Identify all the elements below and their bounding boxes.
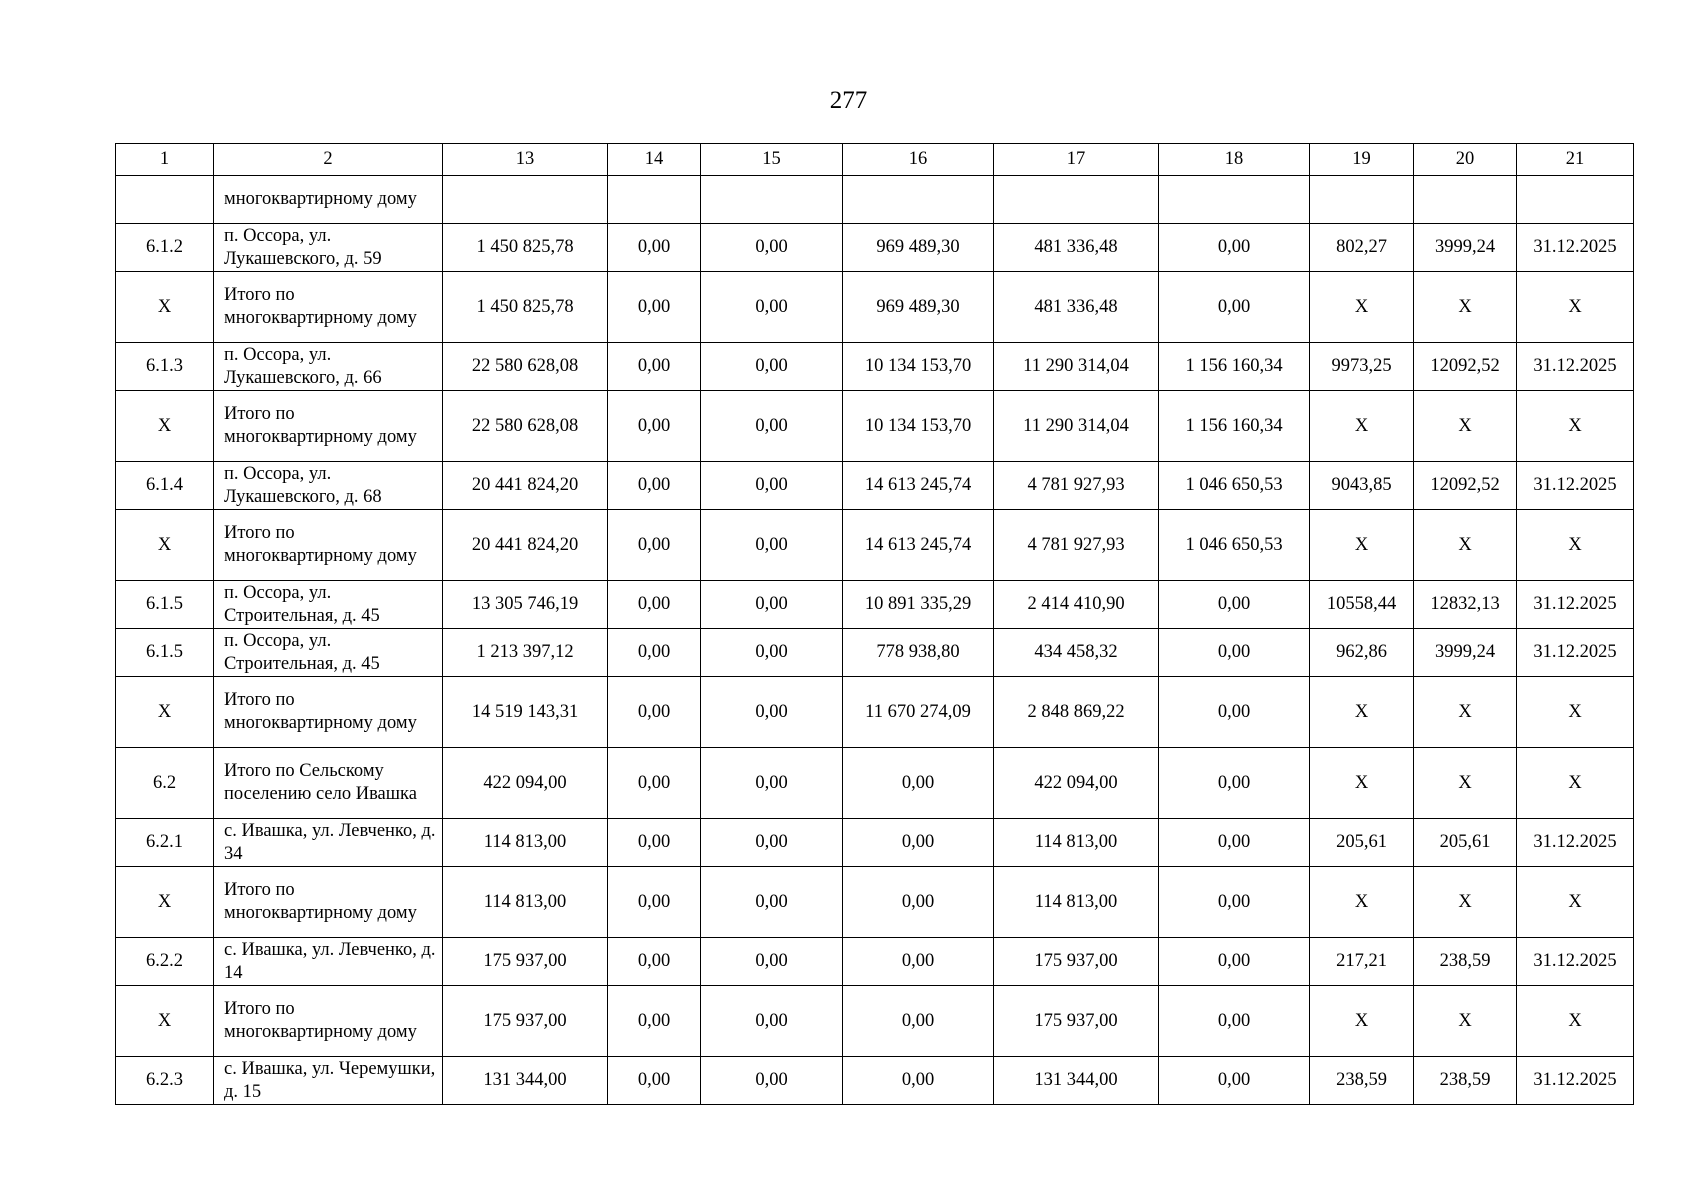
cell-col-13: 1 450 825,78 <box>443 224 608 272</box>
table-header-row <box>116 144 1634 176</box>
header-cell: 15 <box>701 144 843 176</box>
cell-col-13: 175 937,00 <box>443 986 608 1057</box>
cell-col-18: 0,00 <box>1159 581 1310 629</box>
cell-col-20: Х <box>1414 391 1517 462</box>
cell-col-18: 0,00 <box>1159 748 1310 819</box>
cell-col-15: 0,00 <box>701 581 843 629</box>
cell-col-17: 2 848 869,22 <box>994 677 1159 748</box>
cell-col-14: 0,00 <box>608 510 701 581</box>
cell-col-19: 802,27 <box>1310 224 1414 272</box>
cell-col-20: Х <box>1414 677 1517 748</box>
cell-col-17: 481 336,48 <box>994 224 1159 272</box>
table-row <box>116 677 1634 748</box>
cell-number: 6.1.4 <box>116 462 214 510</box>
cell-col-21: Х <box>1517 867 1634 938</box>
header-cell: 20 <box>1414 144 1517 176</box>
cell-address: Итого по многоквартирному дому <box>214 391 443 462</box>
cell-col-19: Х <box>1310 272 1414 343</box>
cell-col-19: Х <box>1310 867 1414 938</box>
cell-col-18: 0,00 <box>1159 819 1310 867</box>
cell-col-19: Х <box>1310 986 1414 1057</box>
cell-col-20 <box>1414 176 1517 224</box>
cell-address: п. Оссора, ул. Строительная, д. 45 <box>214 581 443 629</box>
table-row <box>116 938 1634 986</box>
cell-col-13: 1 450 825,78 <box>443 272 608 343</box>
cell-col-18: 0,00 <box>1159 224 1310 272</box>
cell-col-19: Х <box>1310 748 1414 819</box>
cell-col-13: 14 519 143,31 <box>443 677 608 748</box>
cell-col-13: 131 344,00 <box>443 1057 608 1105</box>
cell-col-18: 0,00 <box>1159 629 1310 677</box>
cell-col-13: 422 094,00 <box>443 748 608 819</box>
cell-number: 6.1.3 <box>116 343 214 391</box>
cell-col-14: 0,00 <box>608 867 701 938</box>
cell-col-16: 0,00 <box>843 867 994 938</box>
cell-col-20: 3999,24 <box>1414 629 1517 677</box>
cell-col-17: 175 937,00 <box>994 938 1159 986</box>
cell-col-14: 0,00 <box>608 1057 701 1105</box>
data-table <box>115 143 1634 1105</box>
cell-col-14: 0,00 <box>608 391 701 462</box>
cell-col-18: 1 156 160,34 <box>1159 391 1310 462</box>
cell-col-17: 114 813,00 <box>994 819 1159 867</box>
cell-col-21 <box>1517 176 1634 224</box>
cell-col-21: Х <box>1517 510 1634 581</box>
cell-col-15: 0,00 <box>701 272 843 343</box>
cell-col-19: 238,59 <box>1310 1057 1414 1105</box>
cell-col-16 <box>843 176 994 224</box>
table-row <box>116 176 1634 224</box>
cell-col-18: 0,00 <box>1159 1057 1310 1105</box>
cell-col-20: 3999,24 <box>1414 224 1517 272</box>
table-row <box>116 391 1634 462</box>
cell-col-15: 0,00 <box>701 819 843 867</box>
cell-col-17: 114 813,00 <box>994 867 1159 938</box>
header-cell: 19 <box>1310 144 1414 176</box>
header-cell: 2 <box>214 144 443 176</box>
cell-col-18: 0,00 <box>1159 986 1310 1057</box>
cell-number: 6.1.2 <box>116 224 214 272</box>
cell-col-16: 11 670 274,09 <box>843 677 994 748</box>
cell-col-16: 10 134 153,70 <box>843 391 994 462</box>
cell-col-21: Х <box>1517 391 1634 462</box>
table-row <box>116 1057 1634 1105</box>
cell-col-20: Х <box>1414 272 1517 343</box>
cell-col-15: 0,00 <box>701 629 843 677</box>
cell-col-15: 0,00 <box>701 462 843 510</box>
cell-col-15: 0,00 <box>701 1057 843 1105</box>
cell-col-21: Х <box>1517 677 1634 748</box>
cell-col-20: Х <box>1414 510 1517 581</box>
cell-address: п. Оссора, ул. Лукашевского, д. 59 <box>214 224 443 272</box>
cell-col-15: 0,00 <box>701 391 843 462</box>
cell-number: 6.1.5 <box>116 581 214 629</box>
table-row <box>116 510 1634 581</box>
cell-col-14: 0,00 <box>608 581 701 629</box>
cell-address: Итого по многоквартирному дому <box>214 986 443 1057</box>
cell-col-14: 0,00 <box>608 748 701 819</box>
cell-col-15: 0,00 <box>701 986 843 1057</box>
cell-address: Итого по Сельскому поселению село Ивашка <box>214 748 443 819</box>
cell-number: 6.2 <box>116 748 214 819</box>
cell-col-13: 20 441 824,20 <box>443 462 608 510</box>
cell-col-21: Х <box>1517 986 1634 1057</box>
cell-col-18 <box>1159 176 1310 224</box>
cell-col-13 <box>443 176 608 224</box>
cell-col-17: 2 414 410,90 <box>994 581 1159 629</box>
cell-col-19: 962,86 <box>1310 629 1414 677</box>
table-row <box>116 224 1634 272</box>
cell-col-16: 778 938,80 <box>843 629 994 677</box>
cell-col-18: 1 156 160,34 <box>1159 343 1310 391</box>
cell-address: п. Оссора, ул. Лукашевского, д. 66 <box>214 343 443 391</box>
cell-col-14: 0,00 <box>608 986 701 1057</box>
header-cell: 13 <box>443 144 608 176</box>
cell-col-21: 31.12.2025 <box>1517 1057 1634 1105</box>
cell-col-16: 0,00 <box>843 819 994 867</box>
cell-col-19: Х <box>1310 510 1414 581</box>
cell-col-15 <box>701 176 843 224</box>
cell-number: 6.2.3 <box>116 1057 214 1105</box>
header-cell: 18 <box>1159 144 1310 176</box>
cell-col-15: 0,00 <box>701 867 843 938</box>
cell-col-16: 0,00 <box>843 986 994 1057</box>
cell-col-16: 14 613 245,74 <box>843 510 994 581</box>
cell-col-19 <box>1310 176 1414 224</box>
cell-address: с. Ивашка, ул. Левченко, д. 14 <box>214 938 443 986</box>
cell-col-20: Х <box>1414 748 1517 819</box>
cell-address: Итого по многоквартирному дому <box>214 867 443 938</box>
cell-col-16: 14 613 245,74 <box>843 462 994 510</box>
cell-col-17: 481 336,48 <box>994 272 1159 343</box>
cell-col-21: 31.12.2025 <box>1517 343 1634 391</box>
cell-col-17: 11 290 314,04 <box>994 343 1159 391</box>
table-row <box>116 272 1634 343</box>
cell-col-13: 114 813,00 <box>443 867 608 938</box>
cell-col-21: 31.12.2025 <box>1517 581 1634 629</box>
cell-col-19: 10558,44 <box>1310 581 1414 629</box>
table-row <box>116 462 1634 510</box>
cell-col-14: 0,00 <box>608 677 701 748</box>
cell-col-19: 9043,85 <box>1310 462 1414 510</box>
cell-col-13: 1 213 397,12 <box>443 629 608 677</box>
cell-col-16: 0,00 <box>843 748 994 819</box>
cell-col-15: 0,00 <box>701 224 843 272</box>
header-cell: 17 <box>994 144 1159 176</box>
cell-number: 6.2.1 <box>116 819 214 867</box>
cell-col-15: 0,00 <box>701 677 843 748</box>
cell-number: Х <box>116 677 214 748</box>
cell-col-21: 31.12.2025 <box>1517 462 1634 510</box>
cell-col-19: 9973,25 <box>1310 343 1414 391</box>
cell-col-20: Х <box>1414 986 1517 1057</box>
cell-col-17: 434 458,32 <box>994 629 1159 677</box>
cell-address: многоквартирному дому <box>214 176 443 224</box>
cell-col-16: 0,00 <box>843 938 994 986</box>
cell-col-20: 238,59 <box>1414 938 1517 986</box>
cell-col-14 <box>608 176 701 224</box>
header-cell: 14 <box>608 144 701 176</box>
cell-col-18: 0,00 <box>1159 272 1310 343</box>
table-row <box>116 748 1634 819</box>
cell-col-18: 0,00 <box>1159 677 1310 748</box>
cell-col-13: 20 441 824,20 <box>443 510 608 581</box>
cell-col-14: 0,00 <box>608 462 701 510</box>
cell-col-16: 10 134 153,70 <box>843 343 994 391</box>
cell-col-16: 10 891 335,29 <box>843 581 994 629</box>
cell-col-20: 205,61 <box>1414 819 1517 867</box>
cell-number: 6.2.2 <box>116 938 214 986</box>
cell-number: Х <box>116 986 214 1057</box>
cell-col-19: 217,21 <box>1310 938 1414 986</box>
cell-col-13: 22 580 628,08 <box>443 391 608 462</box>
header-cell: 1 <box>116 144 214 176</box>
cell-col-20: 238,59 <box>1414 1057 1517 1105</box>
cell-col-17 <box>994 176 1159 224</box>
cell-col-17: 422 094,00 <box>994 748 1159 819</box>
table-row <box>116 867 1634 938</box>
cell-address: Итого по многоквартирному дому <box>214 510 443 581</box>
cell-col-21: 31.12.2025 <box>1517 629 1634 677</box>
cell-col-18: 1 046 650,53 <box>1159 462 1310 510</box>
table-row <box>116 629 1634 677</box>
table-row <box>116 343 1634 391</box>
cell-col-19: 205,61 <box>1310 819 1414 867</box>
cell-col-14: 0,00 <box>608 343 701 391</box>
cell-col-15: 0,00 <box>701 748 843 819</box>
cell-col-20: Х <box>1414 867 1517 938</box>
cell-col-13: 114 813,00 <box>443 819 608 867</box>
cell-col-15: 0,00 <box>701 343 843 391</box>
cell-col-18: 0,00 <box>1159 867 1310 938</box>
table-row <box>116 819 1634 867</box>
table-row <box>116 986 1634 1057</box>
header-cell: 16 <box>843 144 994 176</box>
cell-col-16: 0,00 <box>843 1057 994 1105</box>
cell-address: Итого по многоквартирному дому <box>214 677 443 748</box>
cell-col-17: 4 781 927,93 <box>994 510 1159 581</box>
cell-col-21: 31.12.2025 <box>1517 819 1634 867</box>
cell-col-15: 0,00 <box>701 938 843 986</box>
cell-col-18: 1 046 650,53 <box>1159 510 1310 581</box>
page-number: 277 <box>829 87 868 114</box>
cell-col-20: 12092,52 <box>1414 462 1517 510</box>
header-cell: 21 <box>1517 144 1634 176</box>
cell-address: Итого по многоквартирному дому <box>214 272 443 343</box>
cell-number: Х <box>116 867 214 938</box>
cell-address: п. Оссора, ул. Лукашевского, д. 68 <box>214 462 443 510</box>
cell-col-13: 22 580 628,08 <box>443 343 608 391</box>
cell-col-14: 0,00 <box>608 224 701 272</box>
cell-number: Х <box>116 272 214 343</box>
cell-col-14: 0,00 <box>608 629 701 677</box>
cell-col-16: 969 489,30 <box>843 224 994 272</box>
cell-col-19: Х <box>1310 391 1414 462</box>
cell-col-14: 0,00 <box>608 819 701 867</box>
cell-col-13: 175 937,00 <box>443 938 608 986</box>
cell-col-17: 11 290 314,04 <box>994 391 1159 462</box>
cell-number: Х <box>116 391 214 462</box>
cell-number: Х <box>116 510 214 581</box>
cell-col-19: Х <box>1310 677 1414 748</box>
cell-col-17: 175 937,00 <box>994 986 1159 1057</box>
cell-col-21: 31.12.2025 <box>1517 938 1634 986</box>
cell-number <box>116 176 214 224</box>
cell-col-13: 13 305 746,19 <box>443 581 608 629</box>
cell-col-21: Х <box>1517 272 1634 343</box>
cell-col-21: 31.12.2025 <box>1517 224 1634 272</box>
cell-col-18: 0,00 <box>1159 938 1310 986</box>
cell-col-20: 12832,13 <box>1414 581 1517 629</box>
cell-address: с. Ивашка, ул. Левченко, д. 34 <box>214 819 443 867</box>
cell-col-14: 0,00 <box>608 938 701 986</box>
cell-col-16: 969 489,30 <box>843 272 994 343</box>
cell-number: 6.1.5 <box>116 629 214 677</box>
cell-address: п. Оссора, ул. Строительная, д. 45 <box>214 629 443 677</box>
cell-col-17: 131 344,00 <box>994 1057 1159 1105</box>
cell-col-20: 12092,52 <box>1414 343 1517 391</box>
cell-col-21: Х <box>1517 748 1634 819</box>
cell-col-14: 0,00 <box>608 272 701 343</box>
cell-col-17: 4 781 927,93 <box>994 462 1159 510</box>
cell-col-15: 0,00 <box>701 510 843 581</box>
cell-address: с. Ивашка, ул. Черемушки, д. 15 <box>214 1057 443 1105</box>
table-row <box>116 581 1634 629</box>
